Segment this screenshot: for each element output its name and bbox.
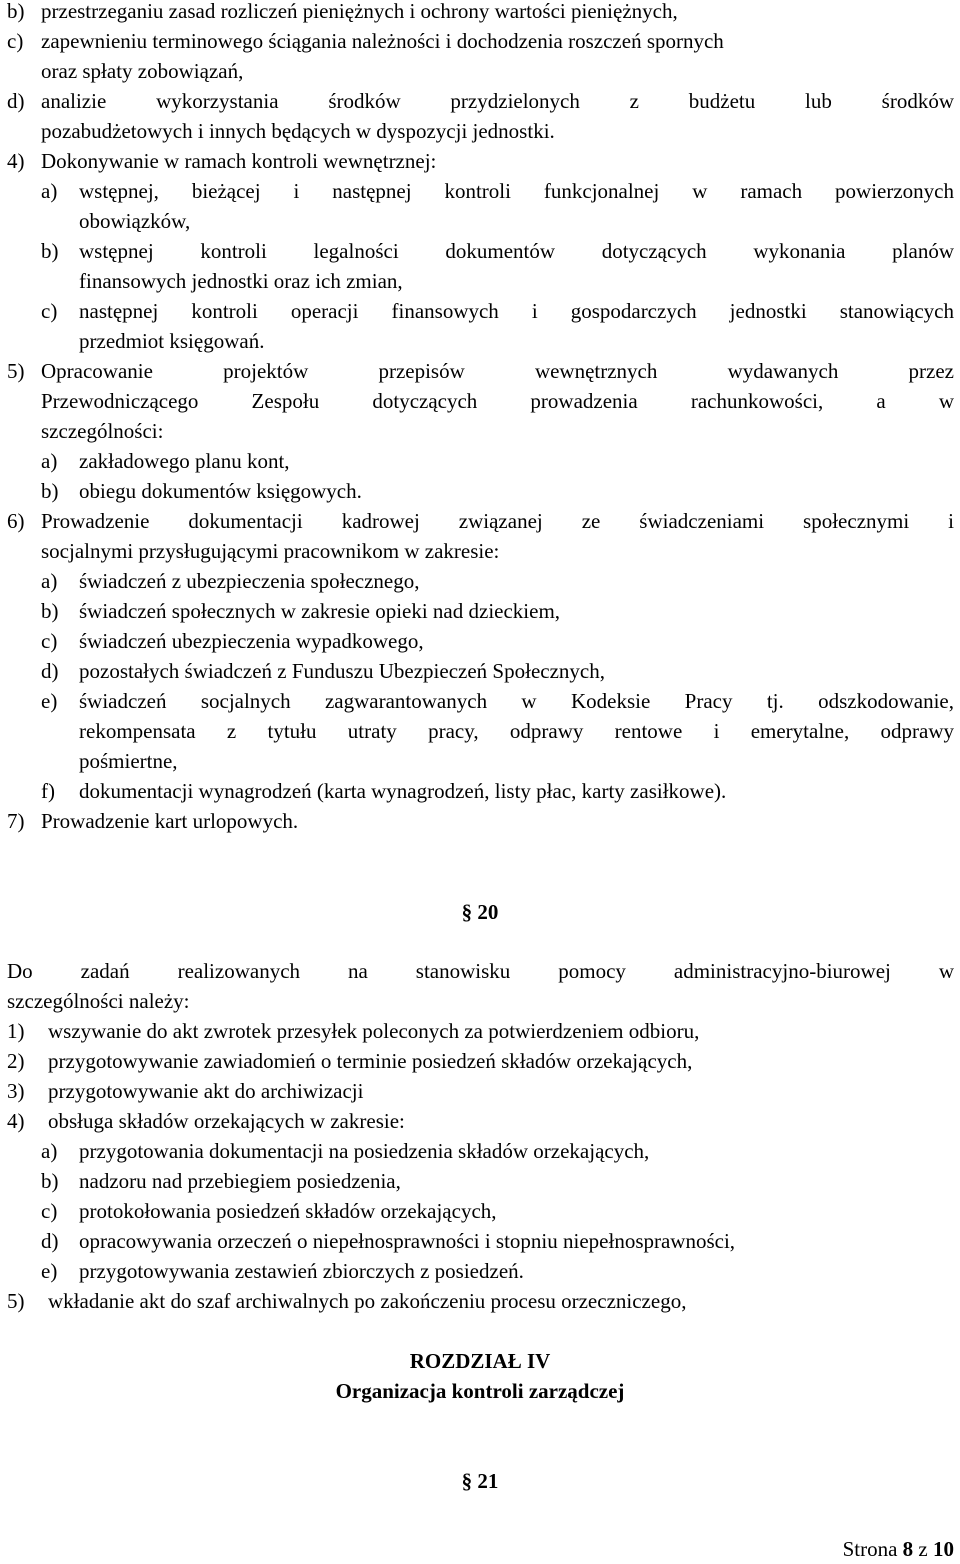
list-item: c) następnej kontroli operacji finansowych i gospodarczych jednostki stanowiących [41,299,954,323]
page-number: 8 [902,1537,914,1561]
list-item: c) świadczeń ubezpieczenia wypadkowego, [41,629,424,653]
list-item-cont: socjalnymi przysługującymi pracownikom w zakresie: [41,539,500,563]
list-item-cont: szczególności: [41,419,164,443]
chapter-title: ROZDZIAŁ IV [409,1349,551,1373]
list-item: c) zapewnieniu terminowego ściągania należności i dochodzenia roszczeń spornych [7,29,724,53]
list-item: b) świadczeń społecznych w zakresie opieki nad dzieckiem, [41,599,561,623]
list-item: a) wstępnej, bieżącej i następnej kontroli funkcjonalnej w ramach powierzonych [41,179,954,203]
list-item-cont: obowiązków, [79,209,191,233]
list-item: a) świadczeń z ubezpieczenia społecznego, [41,569,420,593]
list-item: d) opracowywania orzeczeń o niepełnosprawności i stopniu niepełnosprawności, [41,1229,736,1253]
list-item: e) przygotowywania zestawień zbiorczych z posiedzeń. [41,1259,524,1283]
list-item-cont: oraz spłaty zobowiązań, [41,59,244,83]
list-item: d) analizie wykorzystania środków przydzielonych z budżetu lub środków [7,89,954,113]
list-item-cont: rekompensata z tytułu utraty pracy, odprawy rentowe i emerytalne, odprawy [79,719,954,743]
chapter-subtitle: Organizacja kontroli zarządczej [335,1379,625,1403]
page-total: 10 [933,1537,954,1561]
list-item-cont: Przewodniczącego Zespołu dotyczących prowadzenia rachunkowości, a w [41,389,954,413]
list-item: 7) Prowadzenie kart urlopowych. [7,809,299,833]
list-item: 4) obsługa składów orzekających w zakresie: [7,1109,405,1133]
list-item-cont: finansowych jednostki oraz ich zmian, [79,269,403,293]
list-item: 5) Opracowanie projektów przepisów wewnętrznych wydawanych przez [7,359,954,383]
list-item: b) przestrzeganiu zasad rozliczeń pieniężnych i ochrony wartości pieniężnych, [7,0,678,23]
list-item: a) zakładowego planu kont, [41,449,290,473]
page-counter-separator: z [918,1537,928,1561]
list-item: a) przygotowania dokumentacji na posiedzenia składów orzekających, [41,1139,650,1163]
list-item: 4) Dokonywanie w ramach kontroli wewnętrznej: [7,149,437,173]
list-item: c) protokołowania posiedzeń składów orzekających, [41,1199,497,1223]
list-item: 5) wkładanie akt do szaf archiwalnych po zakończeniu procesu orzeczniczego, [7,1289,687,1313]
list-item: 1) wszywanie do akt zwrotek przesyłek poleconych za potwierdzeniem odbioru, [7,1019,700,1043]
list-item: 3) przygotowywanie akt do archiwizacji [7,1079,364,1103]
list-item: b) nadzoru nad przebiegiem posiedzenia, [41,1169,401,1193]
list-item: 2) przygotowywanie zawiadomień o terminie posiedzeń składów orzekających, [7,1049,693,1073]
list-item-cont: pozabudżetowych i innych będących w dyspozycji jednostki. [41,119,555,143]
list-item: 6) Prowadzenie dokumentacji kadrowej związanej ze świadczeniami społecznymi i [7,509,954,533]
list-item: f) dokumentacji wynagrodzeń (karta wynagrodzeń, listy płac, karty zasiłkowe). [41,779,727,803]
paragraph: Do zadań realizowanych na stanowisku pomocy administracyjno-biurowej w [7,959,954,983]
list-item: e) świadczeń socjalnych zagwarantowanych w Kodeksie Pracy tj. odszkodowanie, [41,689,954,713]
section-heading: § 20 [461,900,499,924]
list-item: d) pozostałych świadczeń z Funduszu Ubezpieczeń Społecznych, [41,659,605,683]
page-counter-prefix: Strona [842,1537,898,1561]
list-item: b) obiegu dokumentów księgowych. [41,479,362,503]
paragraph-cont: szczególności należy: [7,989,190,1013]
list-item: b) wstępnej kontroli legalności dokumentów dotyczących wykonania planów [41,239,954,263]
page-counter [843,1534,954,1564]
list-item-cont: pośmiertne, [79,749,178,773]
section-heading: § 21 [461,1469,499,1493]
list-item-cont: przedmiot księgowań. [79,329,265,353]
